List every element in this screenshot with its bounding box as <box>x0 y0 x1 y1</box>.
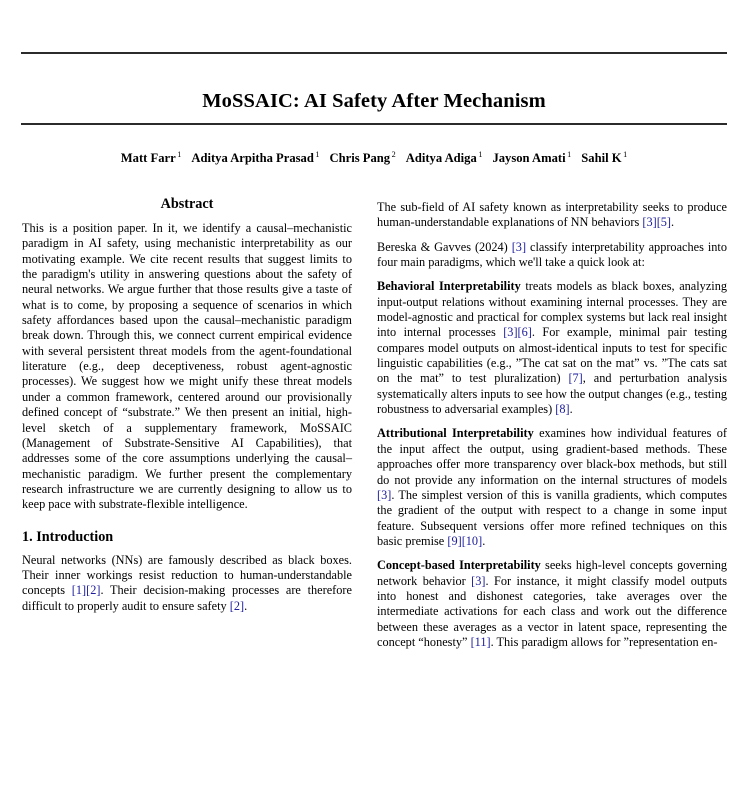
paragraph-bereska <box>377 240 727 271</box>
text-run: Bereska & Gavves (2024) <box>377 239 512 254</box>
author-name: Sahil K <box>581 151 622 166</box>
citation-link[interactable]: [3] <box>377 487 392 502</box>
text-run: Neural networks (NNs) are famously described as black boxes. Their inner workings resist reduction to human-understandable concepts <box>22 552 352 598</box>
intro-paragraph-1 <box>22 553 352 614</box>
header-rule-bottom <box>21 123 727 125</box>
citation-link[interactable]: [7] <box>568 371 583 386</box>
paragraph-attributional-interpretability <box>377 426 727 549</box>
citation-link[interactable]: [10] <box>461 533 483 548</box>
author-entry <box>121 151 182 165</box>
author-affiliation: 1 <box>478 150 483 159</box>
abstract-body: This is a position paper. In it, we identify a causal–mechanistic paradigm in AI safety, using mechanistic interpretability as our motivating example. We cite recent results that suggest limits to the paradigm's utility in answering questions about the safety of neural networks. We argue further that those results give a taste of what is to come, by proposing a sequence of scenarios in which safety affordances based upon the causal–mechanistic paradigm break down. Through this, we connect current empirical evidence with several persistent threat models from the agent-foundational literature (e.g., deep deceptiveness, robust agent-agnostic processes). We suggest how we might unify these threat models under a common framework, centered around our provisionally defined concept of “substrate.” We then present an initial, high-level sketch of a supplementary framework, MoSSAIC (Management of Substrate-Sensitive AI Capabilities), that addresses some of the core assumptions underlying the causal–mechanistic paradigm. We further present the complementary research infrastructure we are currently designing to allow us to keep pace with substrate-flexible intelligence. <box>22 221 352 512</box>
paragraph-lead-in: Behavioral Interpretability <box>377 279 521 294</box>
paragraph-subfield <box>377 200 727 231</box>
citation-link[interactable]: [8] <box>555 402 570 417</box>
text-run: . For instance, it might classify model outputs into honest and dishonest categories, take averages over the intermediate activations for each class and work out the difference between these averages as a vector in latent space, representing the concept “honesty” <box>377 573 727 649</box>
text-run: . Their decision-making processes are therefore difficult to properly audit to ensure safety <box>22 583 352 613</box>
text-run: . <box>569 402 573 417</box>
text-run: . The simplest version of this is vanilla gradients, which computes the gradient of the output with respect to a change in some input feature. Subsequent versions offer more refined techniques on this basic premise <box>377 487 727 548</box>
author-entry <box>581 151 627 165</box>
citation-link[interactable]: [2] <box>229 598 245 613</box>
text-run: treats models as black boxes, analyzing input-output relations without examining internal processes. They are model-agnostic and practical for complex systems but lack real insight into internal processes <box>377 279 727 340</box>
author-affiliation: 2 <box>391 150 396 159</box>
text-run: The sub-field of AI safety known as interpretability seeks to produce human-understandable explanations of NN behaviors <box>377 200 727 230</box>
column-right <box>377 200 727 650</box>
author-affiliation: 1 <box>315 150 320 159</box>
text-run: . <box>671 215 675 230</box>
page-title: MoSSAIC: AI Safety After Mechanism <box>202 89 546 112</box>
author-entry <box>492 151 571 165</box>
citation-link[interactable]: [6] <box>517 325 532 340</box>
citation-link[interactable]: [1] <box>71 583 87 598</box>
text-run: classify interpretability approaches into four main paradigms, which we'll take a quick look at: <box>377 239 727 270</box>
author-entry <box>406 151 483 165</box>
header-rule-top <box>21 52 727 54</box>
paragraph-behavioral-interpretability <box>377 279 727 417</box>
text-run: seeks high-level concepts governing network behavior <box>377 558 727 588</box>
author-entry <box>191 151 319 165</box>
paragraph-lead-in: Attributional Interpretability <box>377 426 534 441</box>
section-heading-introduction: 1. Introduction <box>22 528 114 545</box>
author-name: Jayson Amati <box>492 151 566 166</box>
abstract-heading: Abstract <box>160 196 214 212</box>
author-entry <box>330 151 396 165</box>
author-name: Matt Farr <box>120 151 176 166</box>
author-affiliation: 1 <box>623 150 628 159</box>
citation-link[interactable]: [3] <box>471 573 486 588</box>
author-affiliation: 1 <box>567 150 572 159</box>
citation-link[interactable]: [2] <box>86 583 101 598</box>
citation-link[interactable]: [3] <box>511 239 527 254</box>
citation-link[interactable]: [3] <box>503 325 518 340</box>
text-run: . <box>482 533 486 548</box>
text-run: examines how individual features of the input affect the output, using gradient-based methods. These approaches offer more transparency over black-box methods, but still do not provide any information on the internal structures of models <box>377 426 727 487</box>
citation-link[interactable]: [9] <box>447 533 462 548</box>
text-run: . <box>244 598 248 613</box>
citation-link[interactable]: [3] <box>642 215 657 230</box>
citation-link[interactable]: [11] <box>470 634 491 649</box>
text-run: . This paradigm allows for ”representation en- <box>490 634 718 649</box>
citation-link[interactable]: [5] <box>656 215 672 230</box>
author-affiliation: 1 <box>177 150 182 159</box>
column-left <box>22 196 352 614</box>
author-name: Aditya Adiga <box>405 151 477 166</box>
paragraph-concept-based-interpretability <box>377 558 727 650</box>
author-name: Chris Pang <box>329 151 391 166</box>
author-list <box>0 150 748 166</box>
text-run: , and perturbation analysis systematically alters inputs to see how the output changes (e.g., testing robustness to adversarial examples) <box>377 371 727 417</box>
paragraph-lead-in: Concept-based Interpretability <box>377 558 541 573</box>
author-name: Aditya Arpitha Prasad <box>191 151 314 166</box>
text-run: . For example, minimal pair testing compares model outputs on almost-identical inputs to test for specific linguistic capabilities (e.g., ”The cat sat on the mat” vs. ”The cats sat on the mat” to test pluralization) <box>377 325 727 386</box>
